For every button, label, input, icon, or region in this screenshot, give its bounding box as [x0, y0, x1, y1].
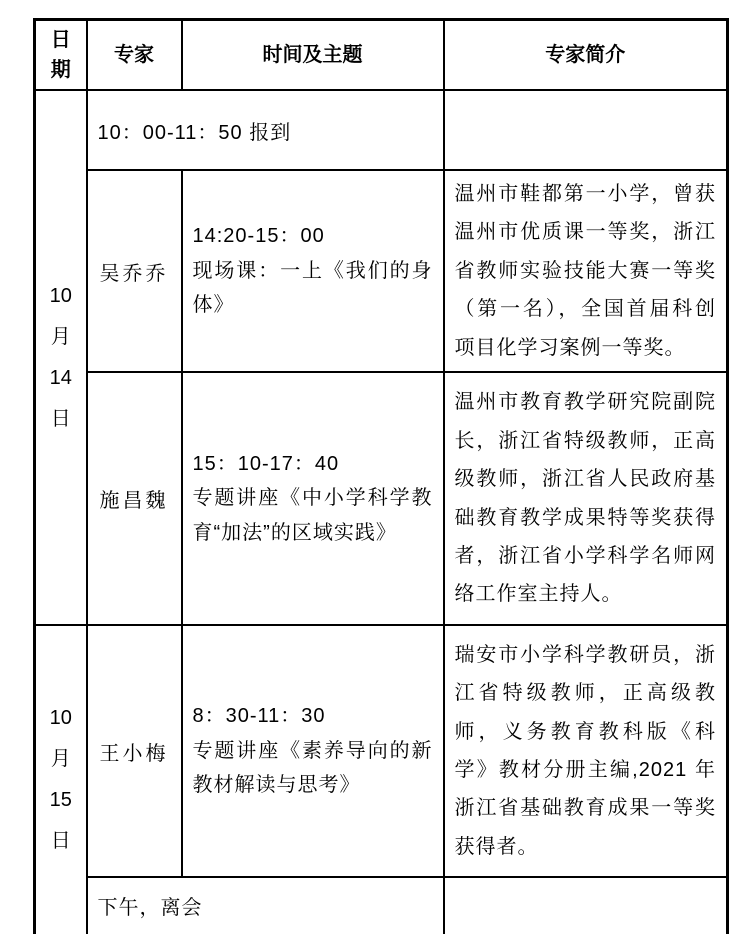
header-cell-date: 日期 [35, 20, 87, 91]
time-text: 8：30-11：30 [192, 705, 326, 728]
date-cell-oct14 [35, 90, 87, 625]
date-line: 15 [49, 788, 72, 811]
expert-name-cell: 吴乔乔 [87, 170, 182, 372]
schedule-table [33, 18, 729, 934]
date-line: 日 [50, 407, 71, 430]
expert-name-cell: 施昌魏 [87, 372, 182, 625]
date-line: 月 [50, 747, 71, 770]
date-line: 10 [49, 706, 72, 729]
header-row [35, 20, 728, 91]
table-row-checkin [35, 90, 728, 170]
date-line: 10 [49, 284, 72, 307]
time-text: 14:20-15：00 [192, 225, 325, 248]
checkin-cell: 10：00-11：50 报到 [87, 90, 444, 170]
bio-cell: 瑞安市小学科学教研员，浙江省特级教师，正高级教师，义务教育教科版《科学》教材分册主编,2021 年浙江省基础教育成果一等奖获得者。 [444, 625, 728, 877]
date-line: 日 [50, 829, 71, 852]
topic-text: 专题讲座《素养导向的新教材解读与思考》 [192, 739, 433, 797]
date-line: 月 [50, 325, 71, 348]
table-row-departure [35, 877, 728, 934]
date-cell-oct15 [35, 625, 87, 934]
topic-text: 专题讲座《中小学科学教育“加法”的区域实践》 [192, 487, 433, 544]
header-cell-expert: 专家 [87, 20, 182, 91]
expert-name-cell: 王小梅 [87, 625, 182, 877]
bio-cell-empty [444, 877, 728, 934]
bio-cell: 温州市鞋都第一小学，曾获温州市优质课一等奖，浙江省教师实验技能大赛一等奖（第一名），全国首届科创项目化学习案例一等奖。 [444, 170, 728, 372]
time-topic-cell [182, 170, 444, 372]
date-line: 14 [49, 366, 72, 389]
table-row-wangxiaomei [35, 625, 728, 877]
time-topic-cell [182, 625, 444, 877]
table-row-wuqiaoqiao [35, 170, 728, 372]
time-topic-cell [182, 372, 444, 625]
header-cell-bio: 专家简介 [444, 20, 728, 91]
time-text: 15：10-17：40 [192, 452, 340, 475]
table-row-shichangwei [35, 372, 728, 625]
bio-cell-empty [444, 90, 728, 170]
header-cell-time-topic: 时间及主题 [182, 20, 444, 91]
bio-cell: 温州市教育教学研究院副院长，浙江省特级教师，正高级教师，浙江省人民政府基础教育教学成果特等奖获得者，浙江省小学科学名师网络工作室主持人。 [444, 372, 728, 625]
topic-text: 现场课：一上《我们的身体》 [192, 259, 433, 317]
departure-cell: 下午，离会 [87, 877, 444, 934]
